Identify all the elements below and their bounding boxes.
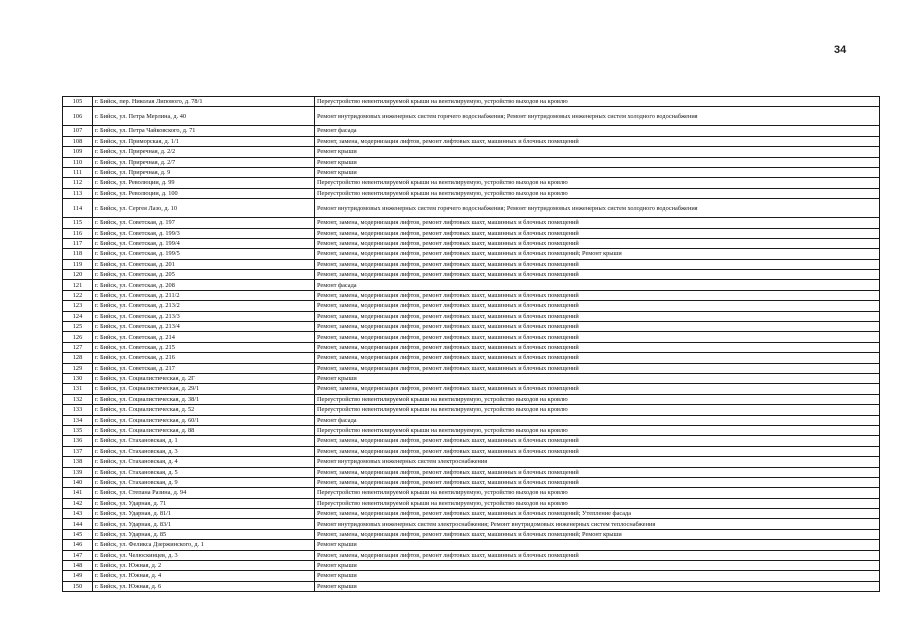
address-cell: г. Бийск, ул. Сергея Лазо, д. 10: [93, 199, 315, 218]
address-cell: г. Бийск, ул. Южная, д. 2: [93, 561, 315, 571]
address-cell: г. Бийск, ул. Революции, д. 99: [93, 178, 315, 188]
address-cell: г. Бийск, ул. Советская, д. 213/2: [93, 301, 315, 311]
row-number-cell: 143: [63, 509, 93, 519]
row-number-cell: 124: [63, 311, 93, 321]
table-row: [63, 238, 880, 248]
address-cell: г. Бийск, ул. Стахановская, д. 3: [93, 446, 315, 456]
row-number-cell: 145: [63, 529, 93, 539]
work-type-cell: Ремонт, замена, модернизация лифтов, ремонт лифтовых шахт, машинных и блочных помещений: [315, 477, 880, 487]
row-number-cell: 135: [63, 425, 93, 435]
row-number-cell: 114: [63, 199, 93, 218]
address-cell: г. Бийск, ул. Советская, д. 197: [93, 218, 315, 228]
address-cell: г. Бийск, ул. Советская, д. 211/2: [93, 290, 315, 300]
table-row: [63, 353, 880, 363]
address-cell: г. Бийск, ул. Социалистическая, д. 88: [93, 425, 315, 435]
row-number-cell: 128: [63, 353, 93, 363]
work-type-cell: Ремонт крыши: [315, 581, 880, 591]
work-type-cell: Ремонт, замена, модернизация лифтов, ремонт лифтовых шахт, машинных и блочных помещений: [315, 218, 880, 228]
work-type-cell: Ремонт, замена, модернизация лифтов, ремонт лифтовых шахт, машинных и блочных помещений; Утепление фасада: [315, 509, 880, 519]
work-type-cell: Ремонт, замена, модернизация лифтов, ремонт лифтовых шахт, машинных и блочных помещений: [315, 238, 880, 248]
table-row: [63, 147, 880, 157]
row-number-cell: 113: [63, 188, 93, 198]
work-type-cell: Ремонт внутридомовых инженерных систем горячего водоснабжения; Ремонт внутридомовых инженерных систем холодного водоснабжения: [315, 199, 880, 218]
row-number-cell: 138: [63, 457, 93, 467]
work-type-cell: Ремонт, замена, модернизация лифтов, ремонт лифтовых шахт, машинных и блочных помещений; Ремонт крыши: [315, 249, 880, 259]
table-row: [63, 167, 880, 177]
row-number-cell: 146: [63, 540, 93, 550]
table-row: [63, 218, 880, 228]
table-row: [63, 529, 880, 539]
table-row: [63, 488, 880, 498]
work-type-cell: Ремонт крыши: [315, 167, 880, 177]
row-number-cell: 119: [63, 259, 93, 269]
row-number-cell: 109: [63, 147, 93, 157]
address-cell: г. Бийск, ул. Советская, д. 208: [93, 280, 315, 290]
table-row: [63, 311, 880, 321]
row-number-cell: 139: [63, 467, 93, 477]
work-type-cell: Ремонт внутридомовых инженерных систем электроснабжения: [315, 457, 880, 467]
table-row: [63, 467, 880, 477]
work-type-cell: Переустройство невентилируемой крыши на вентилируемую, устройство выходов на кровлю: [315, 178, 880, 188]
work-type-cell: Ремонт, замена, модернизация лифтов, ремонт лифтовых шахт, машинных и блочных помещений: [315, 259, 880, 269]
work-type-cell: Ремонт, замена, модернизация лифтов, ремонт лифтовых шахт, машинных и блочных помещений: [315, 384, 880, 394]
table-row: [63, 561, 880, 571]
address-cell: г. Бийск, ул. Приморская, д. 1/1: [93, 136, 315, 146]
address-cell: г. Бийск, ул. Петра Чайковского, д. 71: [93, 126, 315, 136]
row-number-cell: 130: [63, 373, 93, 383]
address-cell: г. Бийск, ул. Стахановская, д. 5: [93, 467, 315, 477]
work-type-cell: Ремонт, замена, модернизация лифтов, ремонт лифтовых шахт, машинных и блочных помещений: [315, 550, 880, 560]
page-number: 34: [834, 44, 847, 56]
work-type-cell: Ремонт крыши: [315, 540, 880, 550]
row-number-cell: 120: [63, 270, 93, 280]
address-cell: г. Бийск, ул. Советская, д. 213/4: [93, 322, 315, 332]
table-row: [63, 259, 880, 269]
address-cell: г. Бийск, пер. Николая Липового, д. 78/1: [93, 97, 315, 107]
address-cell: г. Бийск, ул. Стахановская, д. 1: [93, 436, 315, 446]
table-row: [63, 290, 880, 300]
address-cell: г. Бийск, ул. Советская, д. 213/3: [93, 311, 315, 321]
row-number-cell: 105: [63, 97, 93, 107]
work-type-cell: Ремонт, замена, модернизация лифтов, ремонт лифтовых шахт, машинных и блочных помещений: [315, 270, 880, 280]
row-number-cell: 112: [63, 178, 93, 188]
row-number-cell: 108: [63, 136, 93, 146]
address-cell: г. Бийск, ул. Южная, д. 6: [93, 581, 315, 591]
address-cell: г. Бийск, ул. Феликса Дзержинского, д. 1: [93, 540, 315, 550]
table-row: [63, 342, 880, 352]
table-row: [63, 384, 880, 394]
registry-table-body: [63, 97, 880, 592]
row-number-cell: 142: [63, 498, 93, 508]
address-cell: г. Бийск, ул. Советская, д. 216: [93, 353, 315, 363]
row-number-cell: 148: [63, 561, 93, 571]
address-cell: г. Бийск, ул. Советская, д. 201: [93, 259, 315, 269]
address-cell: г. Бийск, ул. Советская, д. 199/5: [93, 249, 315, 259]
address-cell: г. Бийск, ул. Социалистическая, д. 2Г: [93, 373, 315, 383]
row-number-cell: 110: [63, 157, 93, 167]
table-row: [63, 126, 880, 136]
row-number-cell: 107: [63, 126, 93, 136]
work-type-cell: Ремонт внутридомовых инженерных систем электроснабжения; Ремонт внутридомовых инженерных систем теплоснабжения: [315, 519, 880, 529]
work-type-cell: Ремонт внутридомовых инженерных систем горячего водоснабжения; Ремонт внутридомовых инженерных систем холодного водоснабжения: [315, 107, 880, 126]
work-type-cell: Переустройство невентилируемой крыши на вентилируемую, устройство выходов на кровлю: [315, 405, 880, 415]
table-row: [63, 178, 880, 188]
table-row: [63, 550, 880, 560]
work-type-cell: Ремонт, замена, модернизация лифтов, ремонт лифтовых шахт, машинных и блочных помещений: [315, 332, 880, 342]
repair-registry-table: [62, 96, 880, 592]
work-type-cell: Ремонт, замена, модернизация лифтов, ремонт лифтовых шахт, машинных и блочных помещений: [315, 353, 880, 363]
address-cell: г. Бийск, ул. Южная, д. 4: [93, 571, 315, 581]
table-row: [63, 322, 880, 332]
table-row: [63, 446, 880, 456]
table-row: [63, 425, 880, 435]
table-row: [63, 405, 880, 415]
table-row: [63, 301, 880, 311]
table-row: [63, 519, 880, 529]
table-row: [63, 394, 880, 404]
row-number-cell: 131: [63, 384, 93, 394]
row-number-cell: 122: [63, 290, 93, 300]
table-row: [63, 498, 880, 508]
table-row: [63, 157, 880, 167]
table-row: [63, 581, 880, 591]
address-cell: г. Бийск, ул. Стахановская, д. 4: [93, 457, 315, 467]
address-cell: г. Бийск, ул. Ударная, д. 85: [93, 529, 315, 539]
table-row: [63, 457, 880, 467]
row-number-cell: 123: [63, 301, 93, 311]
work-type-cell: Переустройство невентилируемой крыши на вентилируемую, устройство выходов на кровлю: [315, 488, 880, 498]
row-number-cell: 149: [63, 571, 93, 581]
work-type-cell: Ремонт, замена, модернизация лифтов, ремонт лифтовых шахт, машинных и блочных помещений: [315, 363, 880, 373]
row-number-cell: 127: [63, 342, 93, 352]
address-cell: г. Бийск, ул. Челюскинцев, д. 3: [93, 550, 315, 560]
address-cell: г. Бийск, ул. Советская, д. 205: [93, 270, 315, 280]
row-number-cell: 126: [63, 332, 93, 342]
work-type-cell: Ремонт крыши: [315, 157, 880, 167]
table-row: [63, 332, 880, 342]
row-number-cell: 136: [63, 436, 93, 446]
work-type-cell: Переустройство невентилируемой крыши на вентилируемую, устройство выходов на кровлю: [315, 498, 880, 508]
address-cell: г. Бийск, ул. Стахановская, д. 9: [93, 477, 315, 487]
work-type-cell: Ремонт, замена, модернизация лифтов, ремонт лифтовых шахт, машинных и блочных помещений: [315, 301, 880, 311]
work-type-cell: Переустройство невентилируемой крыши на вентилируемую, устройство выходов на кровлю: [315, 394, 880, 404]
work-type-cell: Ремонт фасада: [315, 280, 880, 290]
row-number-cell: 117: [63, 238, 93, 248]
work-type-cell: Ремонт, замена, модернизация лифтов, ремонт лифтовых шахт, машинных и блочных помещений; Ремонт крыши: [315, 529, 880, 539]
work-type-cell: Ремонт, замена, модернизация лифтов, ремонт лифтовых шахт, машинных и блочных помещений: [315, 311, 880, 321]
address-cell: г. Бийск, ул. Советская, д. 199/3: [93, 228, 315, 238]
table-row: [63, 136, 880, 146]
address-cell: г. Бийск, ул. Степана Разина, д. 94: [93, 488, 315, 498]
row-number-cell: 150: [63, 581, 93, 591]
work-type-cell: Ремонт фасада: [315, 415, 880, 425]
table-row: [63, 373, 880, 383]
address-cell: г. Бийск, ул. Приречная, д. 2/7: [93, 157, 315, 167]
address-cell: г. Бийск, ул. Ударная, д. 81/1: [93, 509, 315, 519]
work-type-cell: Ремонт, замена, модернизация лифтов, ремонт лифтовых шахт, машинных и блочных помещений: [315, 322, 880, 332]
table-row: [63, 97, 880, 107]
work-type-cell: Ремонт, замена, модернизация лифтов, ремонт лифтовых шахт, машинных и блочных помещений: [315, 436, 880, 446]
work-type-cell: Ремонт крыши: [315, 561, 880, 571]
table-row: [63, 228, 880, 238]
work-type-cell: Ремонт, замена, модернизация лифтов, ремонт лифтовых шахт, машинных и блочных помещений: [315, 467, 880, 477]
address-cell: г. Бийск, ул. Социалистическая, д. 38/1: [93, 394, 315, 404]
table-row: [63, 280, 880, 290]
row-number-cell: 125: [63, 322, 93, 332]
work-type-cell: Переустройство невентилируемой крыши на вентилируемую, устройство выходов на кровлю: [315, 188, 880, 198]
table-row: [63, 571, 880, 581]
table-row: [63, 436, 880, 446]
row-number-cell: 132: [63, 394, 93, 404]
work-type-cell: Ремонт крыши: [315, 571, 880, 581]
address-cell: г. Бийск, ул. Советская, д. 217: [93, 363, 315, 373]
table-row: [63, 188, 880, 198]
work-type-cell: Ремонт, замена, модернизация лифтов, ремонт лифтовых шахт, машинных и блочных помещений: [315, 228, 880, 238]
work-type-cell: Ремонт фасада: [315, 126, 880, 136]
work-type-cell: Ремонт, замена, модернизация лифтов, ремонт лифтовых шахт, машинных и блочных помещений: [315, 136, 880, 146]
row-number-cell: 140: [63, 477, 93, 487]
table-row: [63, 270, 880, 280]
work-type-cell: Ремонт, замена, модернизация лифтов, ремонт лифтовых шахт, машинных и блочных помещений: [315, 342, 880, 352]
table-row: [63, 199, 880, 218]
table-row: [63, 540, 880, 550]
work-type-cell: Ремонт, замена, модернизация лифтов, ремонт лифтовых шахт, машинных и блочных помещений: [315, 290, 880, 300]
row-number-cell: 118: [63, 249, 93, 259]
work-type-cell: Ремонт крыши: [315, 373, 880, 383]
row-number-cell: 144: [63, 519, 93, 529]
address-cell: г. Бийск, ул. Приречная, д. 2/2: [93, 147, 315, 157]
row-number-cell: 141: [63, 488, 93, 498]
row-number-cell: 115: [63, 218, 93, 228]
address-cell: г. Бийск, ул. Социалистическая, д. 60/1: [93, 415, 315, 425]
row-number-cell: 134: [63, 415, 93, 425]
address-cell: г. Бийск, ул. Петра Мерлина, д. 40: [93, 107, 315, 126]
row-number-cell: 129: [63, 363, 93, 373]
row-number-cell: 116: [63, 228, 93, 238]
row-number-cell: 121: [63, 280, 93, 290]
table-row: [63, 363, 880, 373]
work-type-cell: Ремонт крыши: [315, 147, 880, 157]
address-cell: г. Бийск, ул. Советская, д. 215: [93, 342, 315, 352]
table-row: [63, 509, 880, 519]
address-cell: г. Бийск, ул. Ударная, д. 71: [93, 498, 315, 508]
address-cell: г. Бийск, ул. Советская, д. 199/4: [93, 238, 315, 248]
address-cell: г. Бийск, ул. Ударная, д. 83/1: [93, 519, 315, 529]
address-cell: г. Бийск, ул. Приречная, д. 9: [93, 167, 315, 177]
work-type-cell: Переустройство невентилируемой крыши на вентилируемую, устройство выходов на кровлю: [315, 97, 880, 107]
row-number-cell: 133: [63, 405, 93, 415]
table-row: [63, 107, 880, 126]
table-row: [63, 477, 880, 487]
row-number-cell: 137: [63, 446, 93, 456]
work-type-cell: Переустройство невентилируемой крыши на вентилируемую, устройство выходов на кровлю: [315, 425, 880, 435]
row-number-cell: 147: [63, 550, 93, 560]
table-row: [63, 249, 880, 259]
address-cell: г. Бийск, ул. Социалистическая, д. 29/1: [93, 384, 315, 394]
work-type-cell: Ремонт, замена, модернизация лифтов, ремонт лифтовых шахт, машинных и блочных помещений: [315, 446, 880, 456]
row-number-cell: 106: [63, 107, 93, 126]
table-row: [63, 415, 880, 425]
address-cell: г. Бийск, ул. Социалистическая, д. 52: [93, 405, 315, 415]
row-number-cell: 111: [63, 167, 93, 177]
address-cell: г. Бийск, ул. Советская, д. 214: [93, 332, 315, 342]
address-cell: г. Бийск, ул. Революции, д. 100: [93, 188, 315, 198]
